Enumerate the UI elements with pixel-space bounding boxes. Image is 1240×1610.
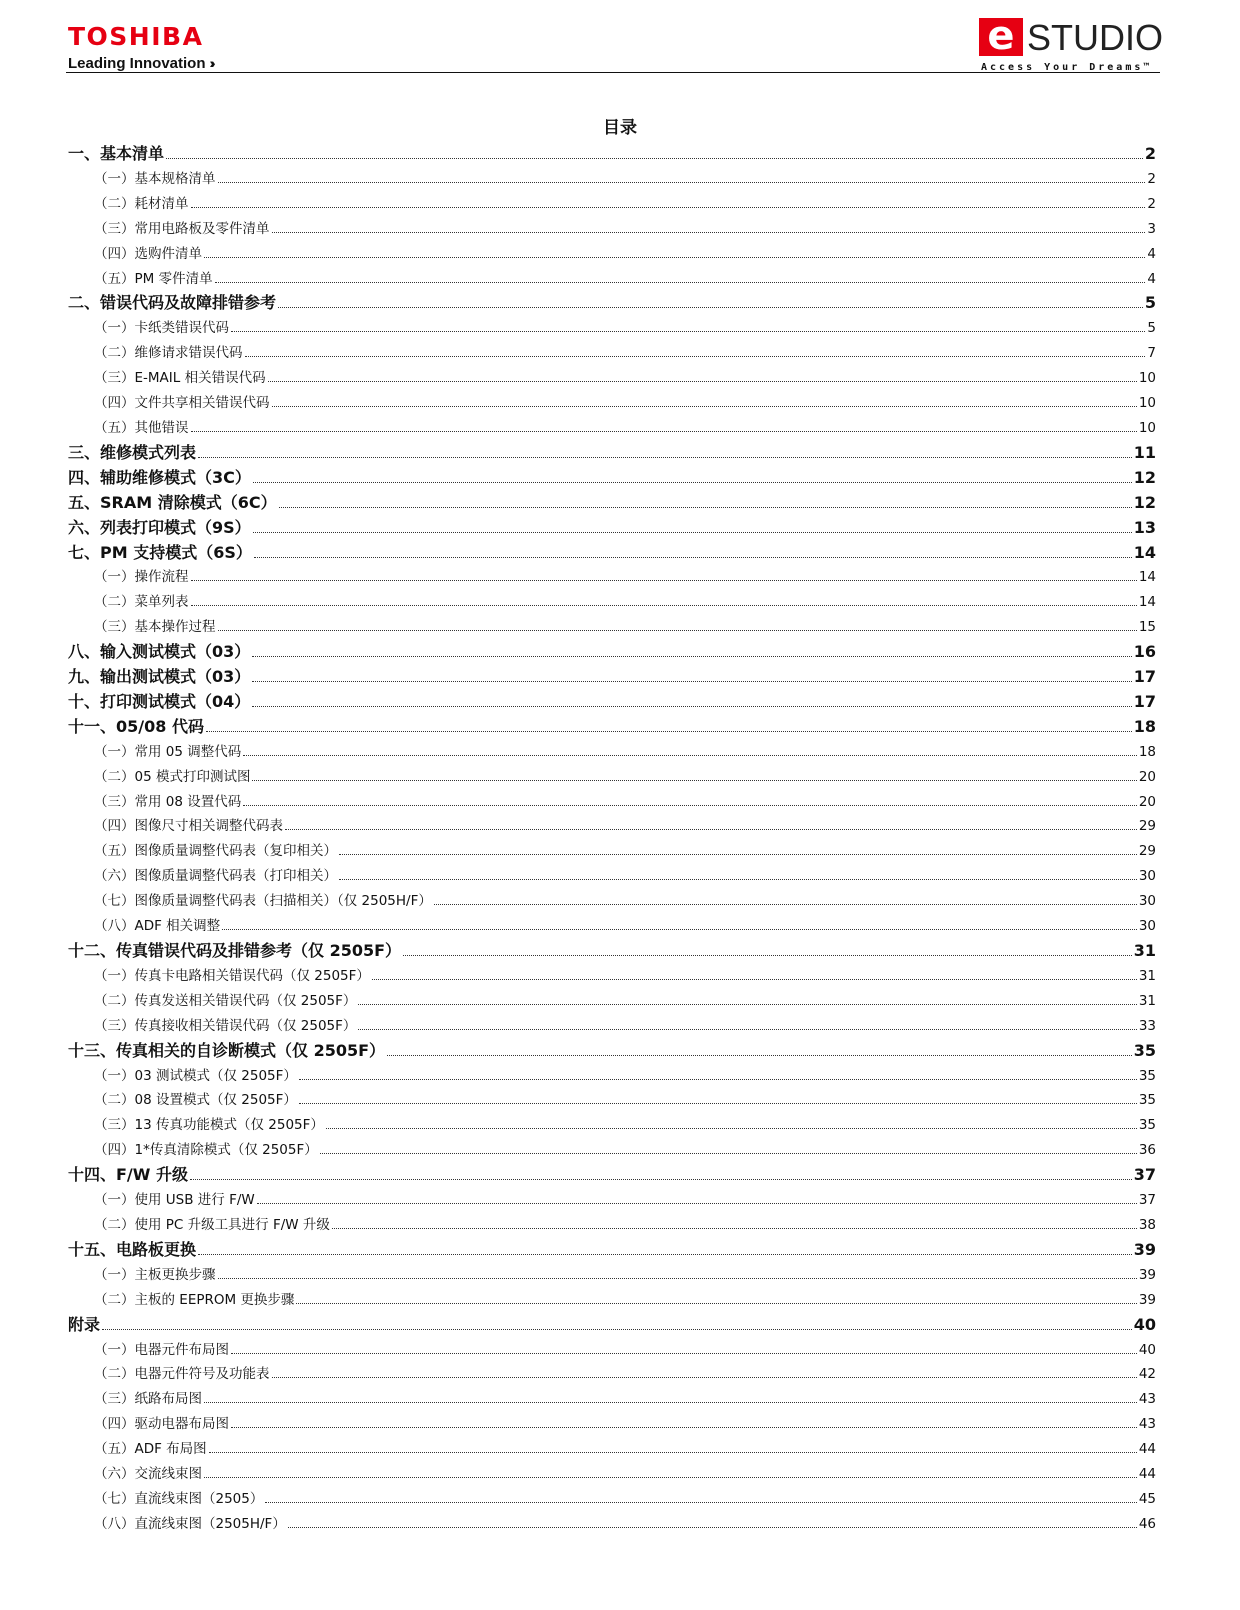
- estudio-tagline: Access Your Dreams™: [981, 62, 1153, 73]
- toc-entry-label: （一）03 测试模式（仅 2505F）: [94, 1067, 297, 1084]
- toc-chapter-entry[interactable]: [68, 291, 1156, 316]
- toc-entry-label: 十四、F/W 升级: [68, 1165, 188, 1185]
- toc-dot-leader: [190, 1179, 1132, 1180]
- toc-chapter-entry[interactable]: [68, 690, 1156, 715]
- toc-entry-page: 40: [1138, 1341, 1156, 1358]
- toc-entry-label: 一、基本清单: [68, 144, 165, 163]
- toc-entry-label: （二）传真发送相关错误代码（仅 2505F）: [94, 992, 357, 1009]
- toshiba-tagline: [68, 56, 212, 71]
- toc-section-entry[interactable]: [68, 889, 1156, 914]
- toc-entry-page: 42: [1138, 1366, 1156, 1383]
- toc-entry-page: 35: [1138, 1117, 1156, 1134]
- toc-section-entry[interactable]: [68, 964, 1156, 989]
- toc-dot-leader: [387, 1055, 1132, 1056]
- toc-entry-page: 18: [1138, 743, 1156, 760]
- tagline-text: Leading Innovation: [68, 55, 206, 72]
- toc-dot-leader: [191, 605, 1137, 606]
- toc-entry-label: （二）使用 PC 升级工具进行 F/W 升级: [94, 1216, 330, 1233]
- toc-entry-page: 16: [1133, 642, 1156, 662]
- toc-entry-label: （二）电器元件符号及功能表: [94, 1366, 270, 1383]
- toc-chapter-entry[interactable]: [68, 491, 1156, 516]
- toc-entry-page: 3: [1147, 220, 1156, 237]
- toc-entry-page: 17: [1133, 691, 1156, 711]
- toc-dot-leader: [198, 1254, 1132, 1255]
- toc-dot-leader: [191, 431, 1137, 432]
- toc-entry-page: 38: [1138, 1216, 1156, 1233]
- toc-entry-page: 14: [1138, 594, 1156, 611]
- toc-chapter-entry[interactable]: [68, 640, 1156, 665]
- toc-entry-page: 17: [1133, 667, 1156, 687]
- toc-entry-page: 15: [1138, 619, 1156, 636]
- toc-chapter-entry[interactable]: [68, 516, 1156, 541]
- toc-entry-label: （一）电器元件布局图: [94, 1341, 229, 1358]
- toc-entry-label: 七、PM 支持模式（6S）: [68, 542, 252, 562]
- toc-entry-label: （五）图像质量调整代码表（复印相关）: [94, 843, 337, 860]
- toc-chapter-entry[interactable]: [68, 142, 1156, 167]
- page-header: [68, 13, 1164, 76]
- toc-dot-leader: [204, 1477, 1137, 1478]
- toc-chapter-entry[interactable]: [68, 1313, 1156, 1338]
- toc-entry-page: 44: [1138, 1441, 1156, 1458]
- toc-entry-page: 12: [1133, 467, 1156, 487]
- toc-dot-leader: [299, 1079, 1137, 1080]
- toc-section-entry[interactable]: [68, 1213, 1156, 1238]
- toc-section-entry[interactable]: [68, 1088, 1156, 1113]
- toc-entry-page: 39: [1138, 1266, 1156, 1283]
- toc-chapter-entry[interactable]: [68, 441, 1156, 466]
- toc-entry-page: 33: [1138, 1017, 1156, 1034]
- toc-dot-leader: [198, 457, 1132, 458]
- toc-section-entry[interactable]: [68, 565, 1156, 590]
- tagline-arrows-icon: ›››: [209, 55, 212, 71]
- toc-entry-label: 十二、传真错误代码及排错参考（仅 2505F）: [68, 941, 402, 960]
- toc-section-entry[interactable]: [68, 416, 1156, 441]
- toc-entry-label: （三）E-MAIL 相关错误代码: [94, 370, 266, 387]
- toc-dot-leader: [209, 1452, 1137, 1453]
- toc-section-entry[interactable]: [68, 839, 1156, 864]
- toc-section-entry[interactable]: [68, 1512, 1156, 1537]
- toc-entry-label: （四）1*传真清除模式（仅 2505F）: [94, 1142, 318, 1159]
- toc-entry-label: 五、SRAM 清除模式（6C）: [68, 492, 277, 512]
- toc-dot-leader: [278, 307, 1143, 308]
- toc-section-entry[interactable]: [68, 765, 1156, 790]
- toc-entry-label: （六）交流线束图: [94, 1466, 202, 1483]
- toc-entry-page: 39: [1138, 1291, 1156, 1308]
- toc-entry-page: 20: [1138, 768, 1156, 785]
- toc-entry-label: （四）选购件清单: [94, 245, 202, 262]
- toc-entry-page: 4: [1147, 270, 1156, 287]
- toc-entry-label: （五）PM 零件清单: [94, 270, 213, 287]
- toc-dot-leader: [218, 630, 1137, 631]
- toc-chapter-entry[interactable]: [68, 1238, 1156, 1263]
- toc-dot-leader: [253, 532, 1132, 533]
- toc-entry-label: 十、打印测试模式（04）: [68, 691, 251, 711]
- toc-dot-leader: [279, 507, 1132, 508]
- toc-section-entry[interactable]: [68, 1064, 1156, 1089]
- toc-entry-page: 13: [1133, 517, 1156, 537]
- toc-entry-page: 14: [1138, 569, 1156, 586]
- toc-dot-leader: [372, 979, 1137, 980]
- toc-dot-leader: [166, 158, 1143, 159]
- toshiba-logo: TOSHIBA: [68, 22, 204, 51]
- toc-dot-leader: [231, 1427, 1137, 1428]
- toc-entry-label: 二、错误代码及故障排错参考: [68, 293, 277, 313]
- toc-section-entry[interactable]: [68, 740, 1156, 765]
- toc-entry-label: （三）13 传真功能模式（仅 2505F）: [94, 1117, 324, 1134]
- toc-entry-label: （三）常用电路板及零件清单: [94, 220, 270, 237]
- toc-chapter-entry[interactable]: [68, 541, 1156, 566]
- toc-entry-page: 11: [1133, 442, 1156, 462]
- toc-dot-leader: [231, 331, 1145, 332]
- toc-entry-label: （七）直流线束图（2505）: [94, 1490, 264, 1507]
- toc-entry-label: （二）08 设置模式（仅 2505F）: [94, 1092, 297, 1109]
- toc-section-entry[interactable]: [68, 1412, 1156, 1437]
- toc-section-entry[interactable]: [68, 615, 1156, 640]
- toc-entry-page: 29: [1138, 818, 1156, 835]
- toc-entry-label: 四、辅助维修模式（3C）: [68, 467, 251, 487]
- toc-section-entry[interactable]: [68, 1362, 1156, 1387]
- toc-dot-leader: [243, 755, 1137, 756]
- toc-section-entry[interactable]: [68, 267, 1156, 292]
- toc-entry-page: 43: [1138, 1416, 1156, 1433]
- toc-dot-leader: [191, 207, 1146, 208]
- toc-dot-leader: [272, 232, 1146, 233]
- toc-entry-label: 十一、05/08 代码: [68, 716, 204, 736]
- toc-dot-leader: [102, 1329, 1132, 1330]
- toc-entry-page: 40: [1133, 1314, 1156, 1334]
- toc-entry-label: （一）基本规格清单: [94, 170, 216, 187]
- toc-entry-label: 十五、电路板更换: [68, 1239, 197, 1259]
- toc-entry-page: 45: [1138, 1490, 1156, 1507]
- toc-entry-label: （八）ADF 相关调整: [94, 918, 221, 935]
- toc-section-entry[interactable]: [68, 914, 1156, 939]
- toc-dot-leader: [252, 780, 1136, 781]
- toc-entry-page: 35: [1138, 1067, 1156, 1084]
- toc-entry-label: （一）操作流程: [94, 569, 189, 586]
- toc-section-entry[interactable]: [68, 217, 1156, 242]
- toc-entry-page: 10: [1138, 419, 1156, 436]
- toc-section-entry[interactable]: [68, 1487, 1156, 1512]
- toc-entry-label: （三）传真接收相关错误代码（仅 2505F）: [94, 1017, 357, 1034]
- toc-dot-leader: [265, 1502, 1136, 1503]
- toc-dot-leader: [272, 1377, 1137, 1378]
- toc-entry-label: 六、列表打印模式（9S）: [68, 517, 251, 537]
- toc-entry-page: 2: [1147, 195, 1156, 212]
- toc-entry-page: 10: [1138, 370, 1156, 387]
- toc-dot-leader: [204, 1402, 1137, 1403]
- toc-section-entry[interactable]: [68, 989, 1156, 1014]
- toc-entry-page: 14: [1133, 542, 1156, 562]
- toc-chapter-entry[interactable]: [68, 1163, 1156, 1188]
- toc-entry-page: 12: [1133, 492, 1156, 512]
- toc-entry-page: 5: [1144, 293, 1156, 313]
- toc-dot-leader: [252, 656, 1131, 657]
- toc-entry-page: 4: [1147, 245, 1156, 262]
- toc-entry-page: 37: [1138, 1192, 1156, 1209]
- toc-section-entry[interactable]: [68, 341, 1156, 366]
- toc-section-entry[interactable]: [68, 1338, 1156, 1363]
- toc-entry-label: （五）其他错误: [94, 419, 189, 436]
- toc-entry-page: 46: [1138, 1515, 1156, 1532]
- toc-entry-label: （四）文件共享相关错误代码: [94, 395, 270, 412]
- toc-section-entry[interactable]: [68, 1462, 1156, 1487]
- toc-entry-page: 2: [1144, 144, 1156, 163]
- toc-entry-label: （二）05 模式打印测试图: [94, 768, 251, 785]
- toc-chapter-entry[interactable]: [68, 466, 1156, 491]
- toc-section-entry[interactable]: [68, 1387, 1156, 1412]
- toc-entry-label: （二）耗材清单: [94, 195, 189, 212]
- toc-entry-label: （五）ADF 布局图: [94, 1441, 207, 1458]
- toc-entry-page: 29: [1138, 843, 1156, 860]
- toc-dot-leader: [206, 731, 1132, 732]
- toc-entry-page: 7: [1147, 345, 1156, 362]
- toc-section-entry[interactable]: [68, 242, 1156, 267]
- toc-dot-leader: [218, 1278, 1137, 1279]
- header-rule: [66, 72, 1160, 73]
- toc-dot-leader: [191, 580, 1137, 581]
- toc-entry-page: 35: [1133, 1040, 1156, 1060]
- toc-section-entry[interactable]: [68, 1263, 1156, 1288]
- toc-entry-label: （四）图像尺寸相关调整代码表: [94, 818, 283, 835]
- toc-entry-label: 十三、传真相关的自诊断模式（仅 2505F）: [68, 1040, 386, 1060]
- toc-entry-label: （一）常用 05 调整代码: [94, 743, 242, 760]
- toc-entry-page: 35: [1138, 1092, 1156, 1109]
- toc-section-entry[interactable]: [68, 1014, 1156, 1039]
- toc-entry-page: 30: [1138, 918, 1156, 935]
- toc-dot-leader: [215, 282, 1146, 283]
- toc-dot-leader: [218, 182, 1146, 183]
- toc-chapter-entry[interactable]: [68, 939, 1156, 964]
- toc-dot-leader: [253, 482, 1132, 483]
- toc-entry-page: 39: [1133, 1239, 1156, 1259]
- toc-entry-page: 44: [1138, 1466, 1156, 1483]
- toc-dot-leader: [326, 1128, 1137, 1129]
- toc-section-entry[interactable]: [68, 1138, 1156, 1163]
- toc-entry-label: （二）菜单列表: [94, 594, 189, 611]
- toc-entry-label: （二）维修请求错误代码: [94, 345, 243, 362]
- toc-entry-label: （三）纸路布局图: [94, 1391, 202, 1408]
- toc-entry-page: 2: [1147, 170, 1156, 187]
- toc-entry-label: （四）驱动电器布局图: [94, 1416, 229, 1433]
- toc-dot-leader: [272, 406, 1137, 407]
- toc-section-entry[interactable]: [68, 790, 1156, 815]
- toc-section-entry[interactable]: [68, 864, 1156, 889]
- toc-dot-leader: [320, 1153, 1137, 1154]
- toc-entry-label: （二）主板的 EEPROM 更换步骤: [94, 1291, 295, 1308]
- toc-chapter-entry[interactable]: [68, 715, 1156, 740]
- toc-entry-label: （七）图像质量调整代码表（扫描相关）（仅 2505H/F）: [94, 893, 432, 910]
- toc-dot-leader: [299, 1103, 1137, 1104]
- toc-section-entry[interactable]: [68, 1437, 1156, 1462]
- toc-dot-leader: [243, 805, 1137, 806]
- toc-section-entry[interactable]: [68, 1113, 1156, 1138]
- toc-entry-label: （一）主板更换步骤: [94, 1266, 216, 1283]
- toc-dot-leader: [245, 356, 1146, 357]
- toc-section-entry[interactable]: [68, 316, 1156, 341]
- toc-entry-page: 43: [1138, 1391, 1156, 1408]
- toc-dot-leader: [358, 1004, 1136, 1005]
- toc-entry-label: 三、维修模式列表: [68, 442, 197, 462]
- toc-entry-page: 10: [1138, 395, 1156, 412]
- toc-entry-page: 31: [1133, 941, 1156, 960]
- toc-entry-label: （一）传真卡电路相关错误代码（仅 2505F）: [94, 967, 370, 984]
- toc-dot-leader: [403, 955, 1132, 956]
- toc-entry-page: 30: [1138, 893, 1156, 910]
- toc-entry-label: （三）基本操作过程: [94, 619, 216, 636]
- toc-entry-label: 附录: [68, 1314, 101, 1334]
- toc-entry-label: （八）直流线束图（2505H/F）: [94, 1515, 286, 1532]
- toc-section-entry[interactable]: [68, 391, 1156, 416]
- toc-entry-page: 30: [1138, 868, 1156, 885]
- toc-section-entry[interactable]: [68, 590, 1156, 615]
- toc-dot-leader: [222, 929, 1137, 930]
- toc-dot-leader: [285, 829, 1137, 830]
- toc-entry-page: 20: [1138, 793, 1156, 810]
- toc-section-entry[interactable]: [68, 814, 1156, 839]
- toc-entry-page: 18: [1133, 716, 1156, 736]
- toc-entry-page: 31: [1138, 992, 1156, 1009]
- toc-entry-label: （六）图像质量调整代码表（打印相关）: [94, 868, 337, 885]
- toc-dot-leader: [252, 681, 1131, 682]
- toc-section-entry[interactable]: [68, 1188, 1156, 1213]
- estudio-wordmark: STUDIO: [1027, 17, 1164, 58]
- toc-dot-leader: [268, 381, 1137, 382]
- toc-entry-label: （一）使用 USB 进行 F/W: [94, 1192, 255, 1209]
- toc-dot-leader: [288, 1527, 1137, 1528]
- toc-entry-label: 八、输入测试模式（03）: [68, 642, 251, 662]
- estudio-e-mark: e: [979, 18, 1023, 56]
- toc-section-entry[interactable]: [68, 167, 1156, 192]
- toc-entry-page: 5: [1147, 320, 1156, 337]
- toc-dot-leader: [231, 1353, 1137, 1354]
- toc-dot-leader: [204, 257, 1145, 258]
- estudio-logo: [975, 13, 1164, 76]
- toc-dot-leader: [252, 706, 1131, 707]
- toc-dot-leader: [257, 1203, 1137, 1204]
- toc-dot-leader: [332, 1228, 1137, 1229]
- toc-entry-page: 31: [1138, 967, 1156, 984]
- toc-entry-page: 37: [1133, 1165, 1156, 1185]
- page-title: 目录: [603, 118, 637, 138]
- toc-chapter-entry[interactable]: [68, 665, 1156, 690]
- toc-entry-label: （三）常用 08 设置代码: [94, 793, 242, 810]
- toc-section-entry[interactable]: [68, 192, 1156, 217]
- toc-entry-label: （一）卡纸类错误代码: [94, 320, 229, 337]
- toc-entry-page: 36: [1138, 1142, 1156, 1159]
- toc-section-entry[interactable]: [68, 1288, 1156, 1313]
- toc-dot-leader: [254, 557, 1132, 558]
- toc-dot-leader: [358, 1029, 1136, 1030]
- table-of-contents: [68, 142, 1156, 1537]
- toc-chapter-entry[interactable]: [68, 1039, 1156, 1064]
- toc-dot-leader: [339, 879, 1137, 880]
- toc-dot-leader: [296, 1303, 1136, 1304]
- toc-dot-leader: [434, 904, 1137, 905]
- toc-entry-label: 九、输出测试模式（03）: [68, 667, 251, 687]
- toc-dot-leader: [339, 854, 1137, 855]
- toc-section-entry[interactable]: [68, 366, 1156, 391]
